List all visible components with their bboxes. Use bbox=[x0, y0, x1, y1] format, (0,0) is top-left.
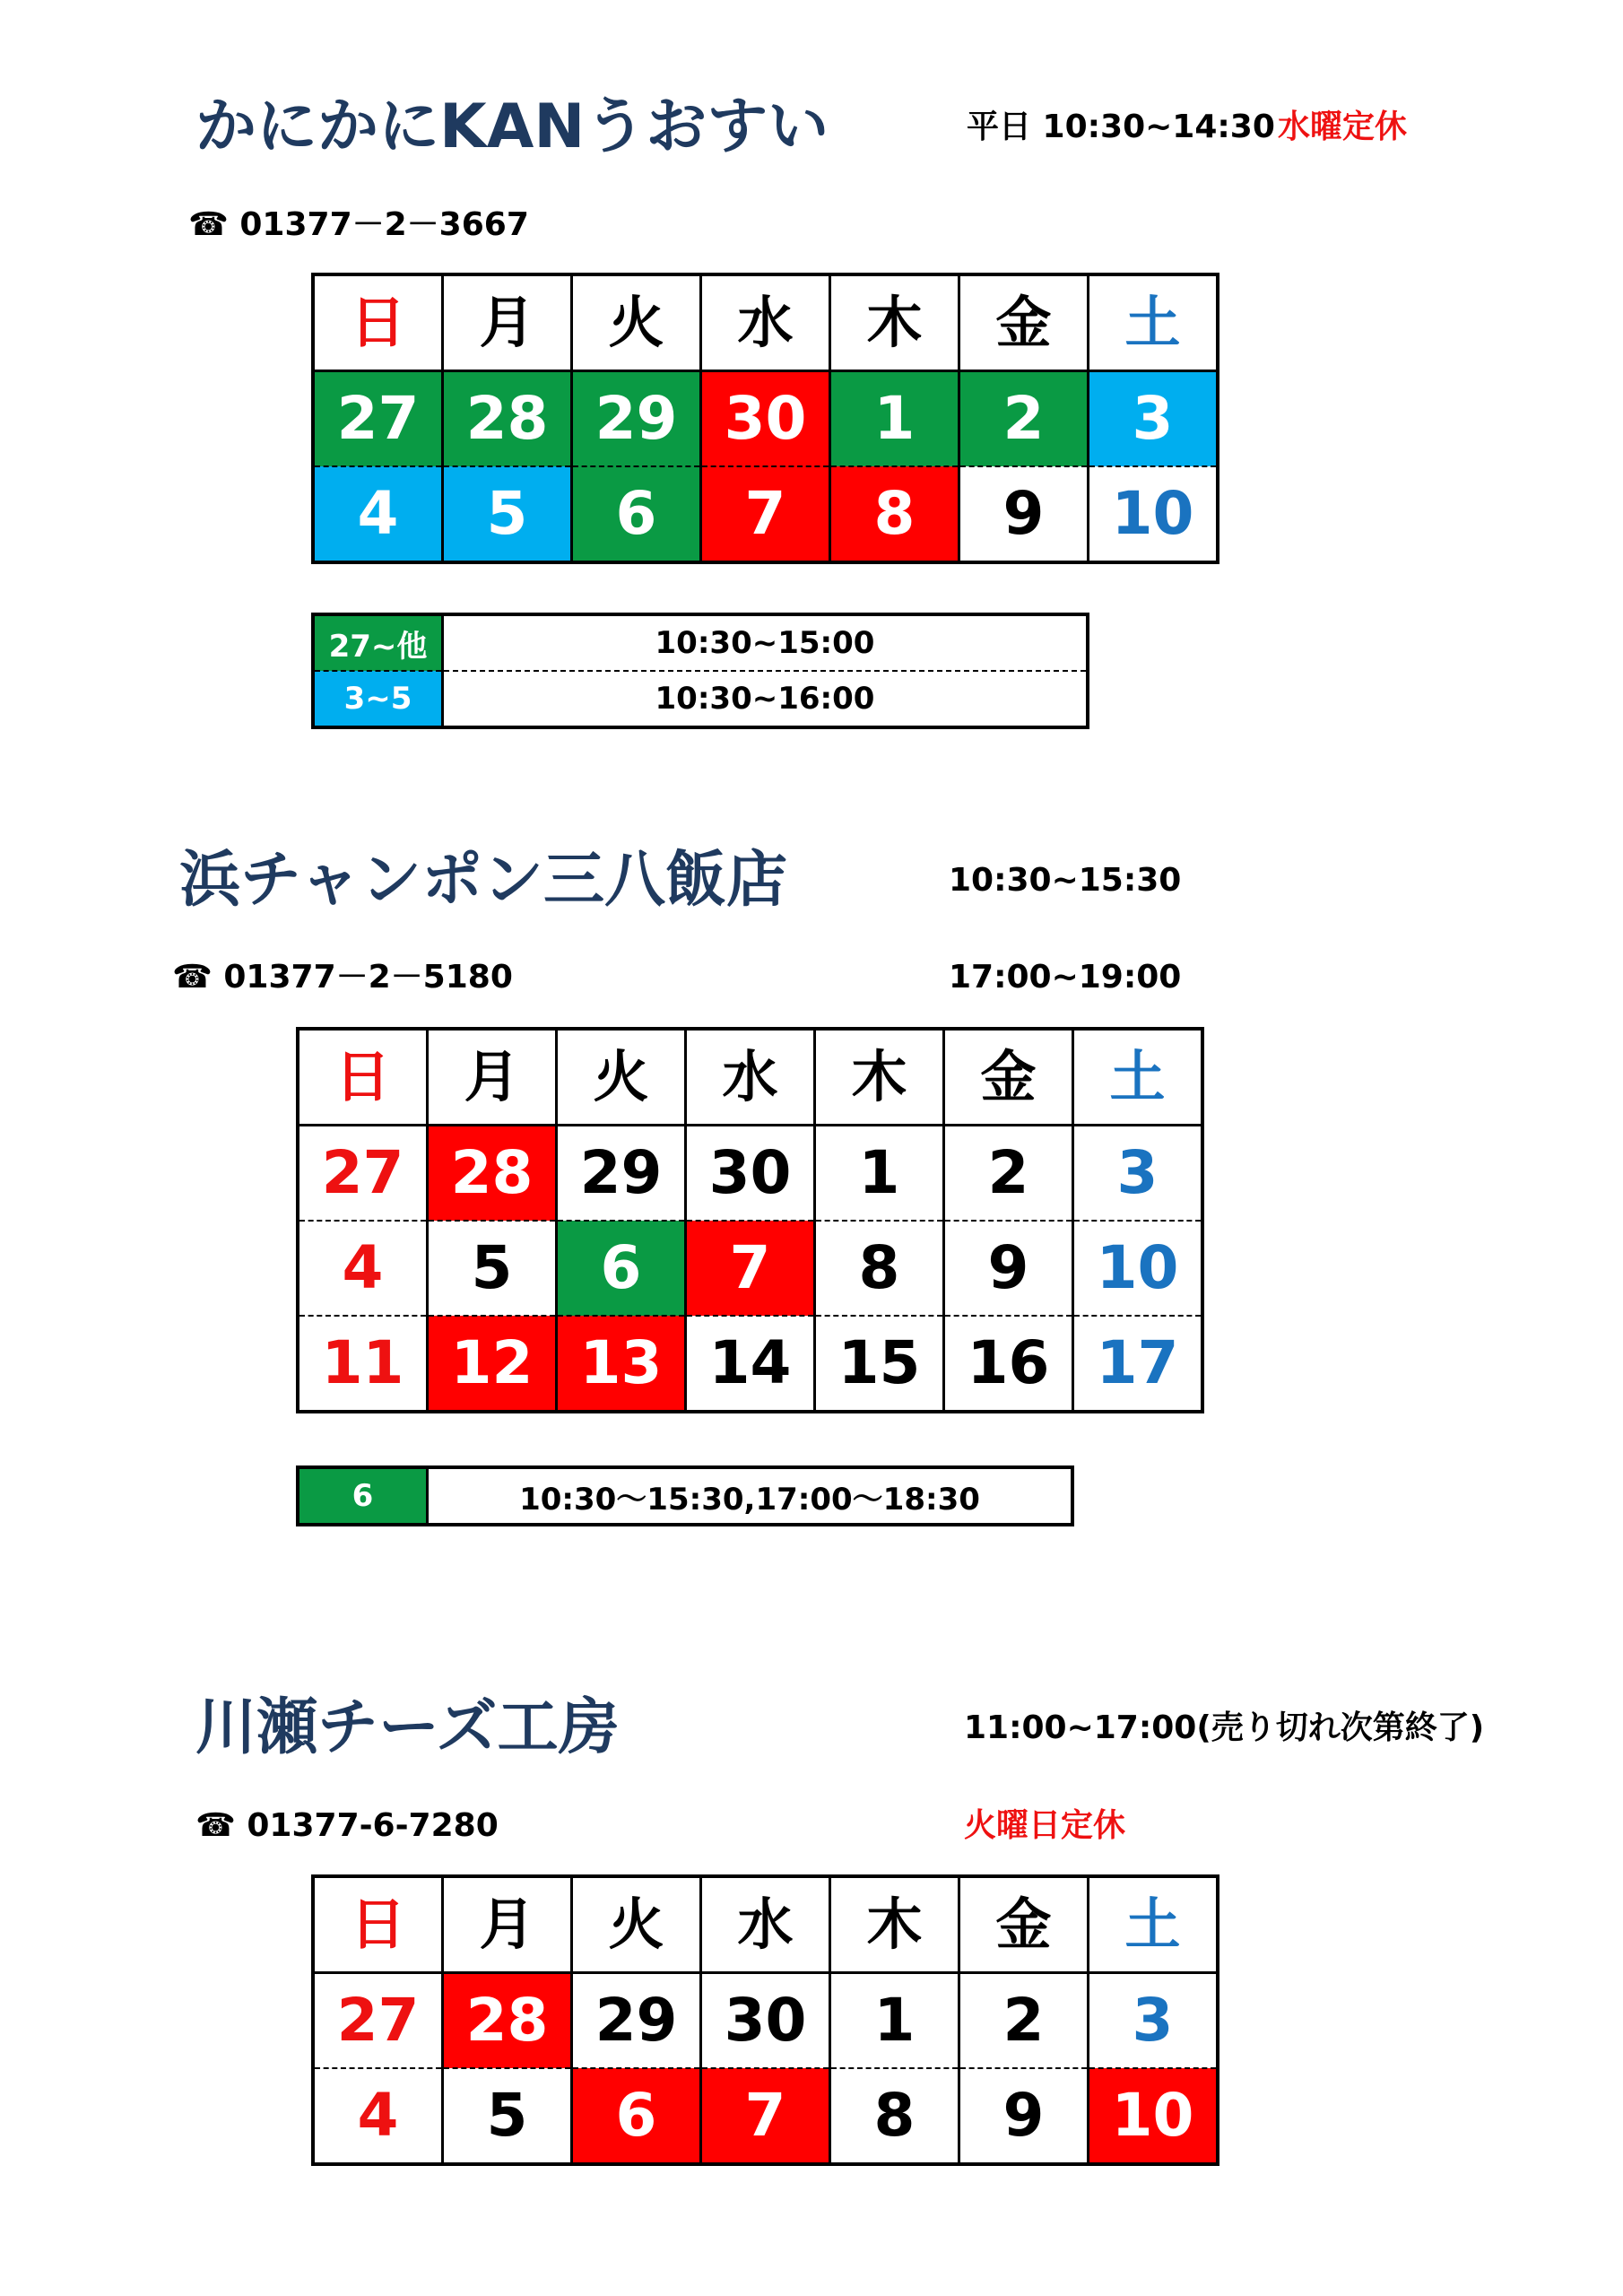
calendar-day: 29 bbox=[572, 1973, 701, 2069]
calendar-day: 6 bbox=[557, 1221, 686, 1316]
store-3-hours: 11:00~17:00(売り切れ次第終了) bbox=[964, 1709, 1485, 1746]
calendar-day: 12 bbox=[428, 1316, 557, 1412]
weekday-header: 火 bbox=[557, 1029, 686, 1126]
legend-hours: 10:30~15:00 bbox=[443, 614, 1089, 671]
weekday-header: 日 bbox=[298, 1029, 428, 1126]
calendar-day: 29 bbox=[572, 371, 701, 467]
weekday-header: 金 bbox=[959, 1876, 1089, 1973]
weekday-header: 金 bbox=[959, 274, 1089, 371]
calendar-day: 8 bbox=[830, 466, 959, 562]
store-3-calendar bbox=[311, 1874, 1219, 2166]
calendar-day: 15 bbox=[815, 1316, 944, 1412]
calendar-day: 5 bbox=[443, 2068, 572, 2164]
legend-hours: 10:30～15:30,17:00～18:30 bbox=[519, 1481, 980, 1518]
calendar-day: 6 bbox=[572, 466, 701, 562]
calendar-day: 5 bbox=[443, 466, 572, 562]
store-1-calendar bbox=[311, 273, 1219, 564]
calendar-day: 7 bbox=[701, 2068, 830, 2164]
store-1-legend bbox=[311, 613, 1089, 729]
calendar-day: 8 bbox=[815, 1221, 944, 1316]
weekday-header: 水 bbox=[701, 1876, 830, 1973]
calendar-day: 29 bbox=[557, 1126, 686, 1222]
calendar-day: 3 bbox=[1089, 1973, 1219, 2069]
calendar-day: 28 bbox=[443, 1973, 572, 2069]
weekday-header: 月 bbox=[428, 1029, 557, 1126]
weekday-header: 土 bbox=[1089, 274, 1219, 371]
store-1-phone: ☎ 01377－2－3667 bbox=[188, 206, 529, 243]
store-3-phone: ☎ 01377-6-7280 bbox=[195, 1807, 499, 1844]
calendar-day: 9 bbox=[959, 466, 1089, 562]
calendar-day: 27 bbox=[298, 1126, 428, 1222]
calendar-day: 5 bbox=[428, 1221, 557, 1316]
calendar-day: 1 bbox=[830, 371, 959, 467]
weekday-header: 木 bbox=[815, 1029, 944, 1126]
store-2-calendar bbox=[296, 1027, 1204, 1413]
calendar-day: 8 bbox=[830, 2068, 959, 2164]
store-2-name: 浜チャンポン三八飯店 bbox=[179, 845, 787, 916]
store-1-hours: 平日 10:30~14:30 bbox=[967, 109, 1275, 145]
weekday-header: 日 bbox=[313, 1876, 443, 1973]
calendar-day: 4 bbox=[313, 466, 443, 562]
weekday-header: 水 bbox=[701, 274, 830, 371]
calendar-day: 2 bbox=[959, 371, 1089, 467]
store-2-hours: 10:30~15:30 bbox=[949, 862, 1182, 899]
weekday-header: 月 bbox=[443, 1876, 572, 1973]
legend-key: 3~5 bbox=[313, 671, 443, 727]
calendar-day: 17 bbox=[1073, 1316, 1203, 1412]
calendar-day: 11 bbox=[298, 1316, 428, 1412]
calendar-day: 6 bbox=[572, 2068, 701, 2164]
weekday-header: 水 bbox=[686, 1029, 815, 1126]
calendar-day: 28 bbox=[443, 371, 572, 467]
calendar-day: 10 bbox=[1089, 466, 1219, 562]
calendar-day: 28 bbox=[428, 1126, 557, 1222]
store-1-closed: 水曜定休 bbox=[1278, 109, 1408, 145]
calendar-day: 16 bbox=[944, 1316, 1073, 1412]
calendar-day: 10 bbox=[1089, 2068, 1219, 2164]
calendar-day: 30 bbox=[701, 1973, 830, 2069]
calendar-day: 1 bbox=[830, 1973, 959, 2069]
calendar-day: 3 bbox=[1089, 371, 1219, 467]
calendar-day: 13 bbox=[557, 1316, 686, 1412]
weekday-header: 木 bbox=[830, 1876, 959, 1973]
weekday-header: 木 bbox=[830, 274, 959, 371]
store-3-name: 川瀬チーズ工房 bbox=[195, 1692, 620, 1763]
calendar-day: 30 bbox=[686, 1126, 815, 1222]
weekday-header: 月 bbox=[443, 274, 572, 371]
calendar-day: 27 bbox=[313, 1973, 443, 2069]
calendar-day: 30 bbox=[701, 371, 830, 467]
calendar-day: 9 bbox=[944, 1221, 1073, 1316]
weekday-header: 火 bbox=[572, 1876, 701, 1973]
store-2-phone: ☎ 01377－2－5180 bbox=[172, 959, 513, 996]
store-3-closed: 火曜日定休 bbox=[964, 1807, 1126, 1844]
legend-key: 27~他 bbox=[313, 614, 443, 671]
weekday-header: 火 bbox=[572, 274, 701, 371]
legend-key: 6 bbox=[298, 1467, 428, 1525]
calendar-day: 4 bbox=[298, 1221, 428, 1316]
calendar-day: 3 bbox=[1073, 1126, 1203, 1222]
calendar-day: 2 bbox=[944, 1126, 1073, 1222]
calendar-day: 7 bbox=[701, 466, 830, 562]
store-1-name: かにかにKANうおすい bbox=[195, 91, 829, 162]
calendar-day: 14 bbox=[686, 1316, 815, 1412]
weekday-header: 日 bbox=[313, 274, 443, 371]
calendar-day: 9 bbox=[959, 2068, 1089, 2164]
weekday-header: 土 bbox=[1089, 1876, 1219, 1973]
calendar-day: 1 bbox=[815, 1126, 944, 1222]
calendar-day: 4 bbox=[313, 2068, 443, 2164]
legend-hours: 10:30~16:00 bbox=[655, 681, 875, 717]
calendar-day: 2 bbox=[959, 1973, 1089, 2069]
weekday-header: 金 bbox=[944, 1029, 1073, 1126]
store-2-hours-evening: 17:00~19:00 bbox=[949, 959, 1182, 996]
calendar-day: 27 bbox=[313, 371, 443, 467]
calendar-day: 7 bbox=[686, 1221, 815, 1316]
weekday-header: 土 bbox=[1073, 1029, 1203, 1126]
calendar-day: 10 bbox=[1073, 1221, 1203, 1316]
store-2-legend bbox=[296, 1465, 1074, 1526]
